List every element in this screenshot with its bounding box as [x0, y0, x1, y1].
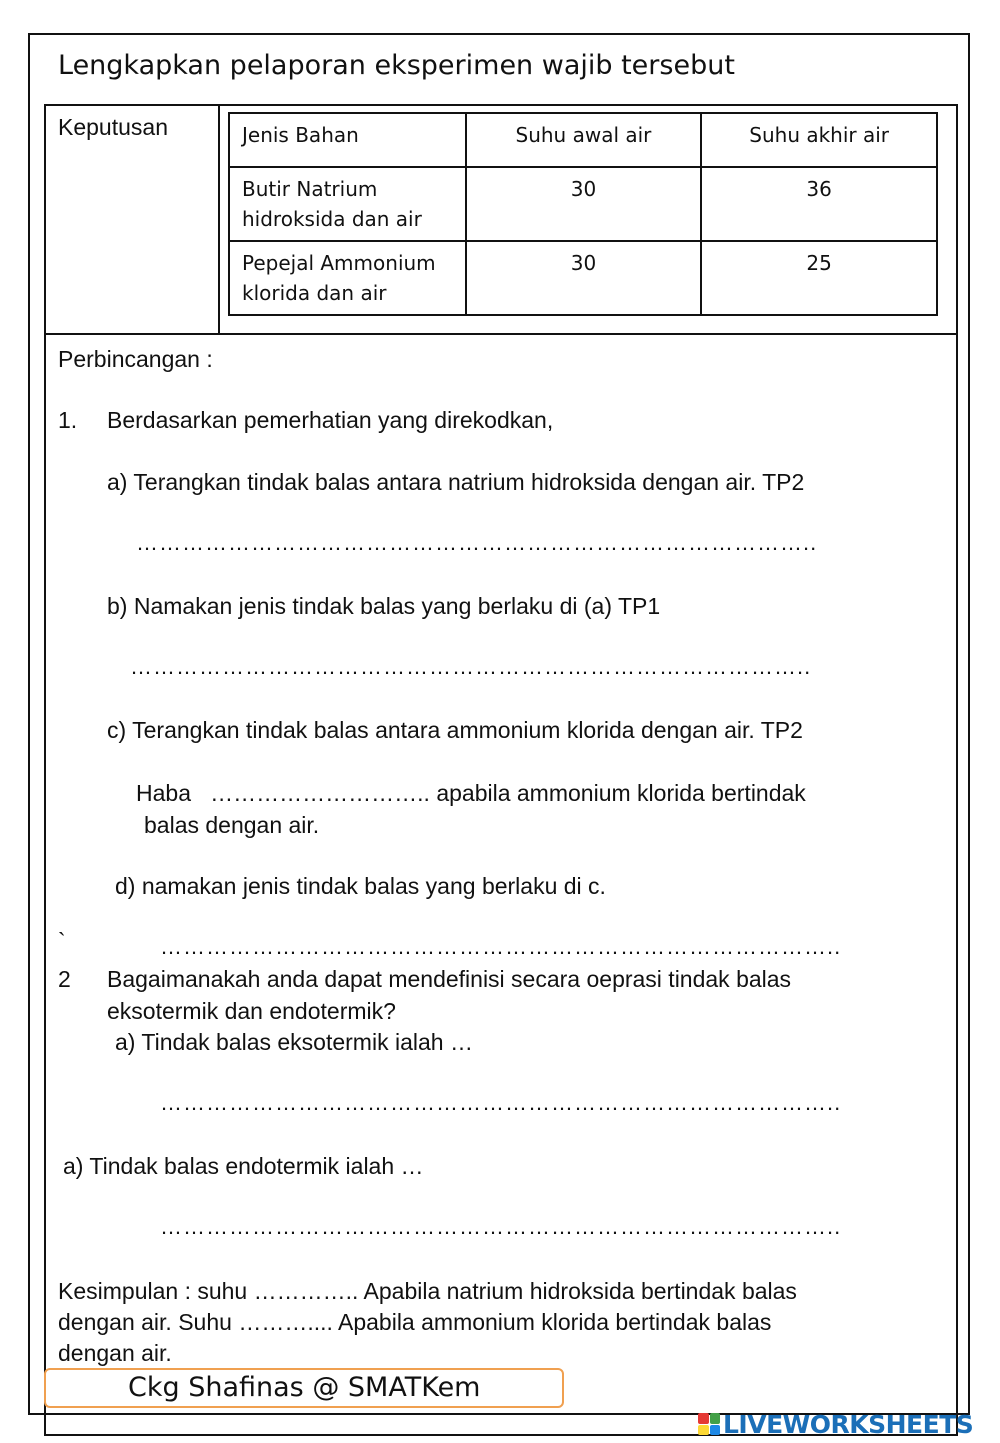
question-2-line1: Bagaimanakah anda dapat mendefinisi secara oeprasi tindak balas	[107, 966, 792, 992]
cell-bahan-line1: Butir Natrium	[242, 177, 378, 201]
table-row	[229, 241, 937, 315]
logo-square	[698, 1425, 709, 1436]
cell-bahan-line1: Pepejal Ammonium	[242, 251, 436, 275]
keputusan-divider	[218, 104, 220, 334]
question-2-line2: eksotermik dan endotermik?	[107, 998, 396, 1024]
question-1a-text: a) Terangkan tindak balas antara natrium hidroksida dengan air. TP2	[107, 469, 805, 495]
header-suhu-akhir: Suhu akhir air	[701, 113, 937, 167]
header-jenis-bahan: Jenis Bahan	[229, 113, 466, 167]
fill-prefix: Haba	[136, 780, 191, 806]
keputusan-label: Keputusan	[58, 114, 168, 140]
question-2-number: 2	[58, 966, 71, 992]
liveworksheets-brand[interactable]	[698, 1407, 973, 1441]
question-1c-fill-line2: balas dengan air.	[144, 812, 320, 838]
question-1-number: 1.	[58, 407, 78, 433]
credit-text: Ckg Shafinas @ SMATKem	[128, 1372, 481, 1403]
answer-1c-field[interactable]: ………………………..	[210, 780, 437, 806]
question-1c-text: c) Terangkan tindak balas antara ammonium klorida dengan air. TP2	[107, 717, 803, 743]
header-suhu-awal: Suhu awal air	[466, 113, 702, 167]
worksheet-title: Lengkapkan pelaporan eksperimen wajib tersebut	[58, 50, 735, 81]
cell-bahan-line2: hidroksida dan air	[242, 207, 422, 231]
cell-suhu-akhir: 36	[701, 167, 937, 241]
table-row	[229, 167, 937, 241]
kesimpulan-line1: Kesimpulan : suhu ………….. Apabila natrium hidroksida bertindak balas	[58, 1278, 797, 1304]
logo-square	[710, 1425, 721, 1436]
results-table	[228, 112, 938, 316]
cell-bahan-line2: klorida dan air	[242, 281, 387, 305]
answer-1b-field[interactable]: ……………………………………………………………………………..	[130, 654, 812, 679]
cell-suhu-awal: 30	[466, 167, 702, 241]
question-1c-fill-sentence	[136, 778, 806, 808]
perbincangan-label: Perbincangan :	[58, 346, 213, 372]
answer-1a-field[interactable]: ……………………………………………………………………………..	[136, 530, 818, 555]
liveworksheets-logo-icon	[698, 1413, 720, 1435]
answer-2b-field[interactable]: ……………………………………………………………………………..	[160, 1214, 842, 1239]
table-header-row	[229, 113, 937, 167]
question-1-text: Berdasarkan pemerhatian yang direkodkan,	[107, 407, 554, 433]
cell-suhu-akhir: 25	[701, 241, 937, 315]
cell-bahan	[229, 241, 466, 315]
question-2a-text: a) Tindak balas eksotermik ialah …	[115, 1029, 473, 1055]
question-1b-text: b) Namakan jenis tindak balas yang berlaku di (a) TP1	[107, 593, 661, 619]
cell-suhu-awal: 30	[466, 241, 702, 315]
logo-square	[710, 1413, 721, 1424]
fill-suffix: apabila ammonium klorida bertindak	[436, 780, 806, 806]
brand-name: LIVEWORKSHEETS	[723, 1409, 974, 1439]
cell-bahan	[229, 167, 466, 241]
logo-square	[698, 1413, 709, 1424]
answer-2a-field[interactable]: ……………………………………………………………………………..	[160, 1090, 842, 1115]
kesimpulan-line2: dengan air. Suhu ……….... Apabila ammonium klorida bertindak balas	[58, 1309, 772, 1335]
stray-mark: `	[58, 928, 66, 954]
answer-1d-field[interactable]: ……………………………………………………………………………..	[160, 934, 842, 959]
question-1d-text: d) namakan jenis tindak balas yang berlaku di c.	[115, 873, 606, 899]
kesimpulan-line3: dengan air.	[58, 1340, 172, 1366]
question-2b-text: a) Tindak balas endotermik ialah …	[63, 1153, 424, 1179]
section-divider	[44, 333, 958, 335]
